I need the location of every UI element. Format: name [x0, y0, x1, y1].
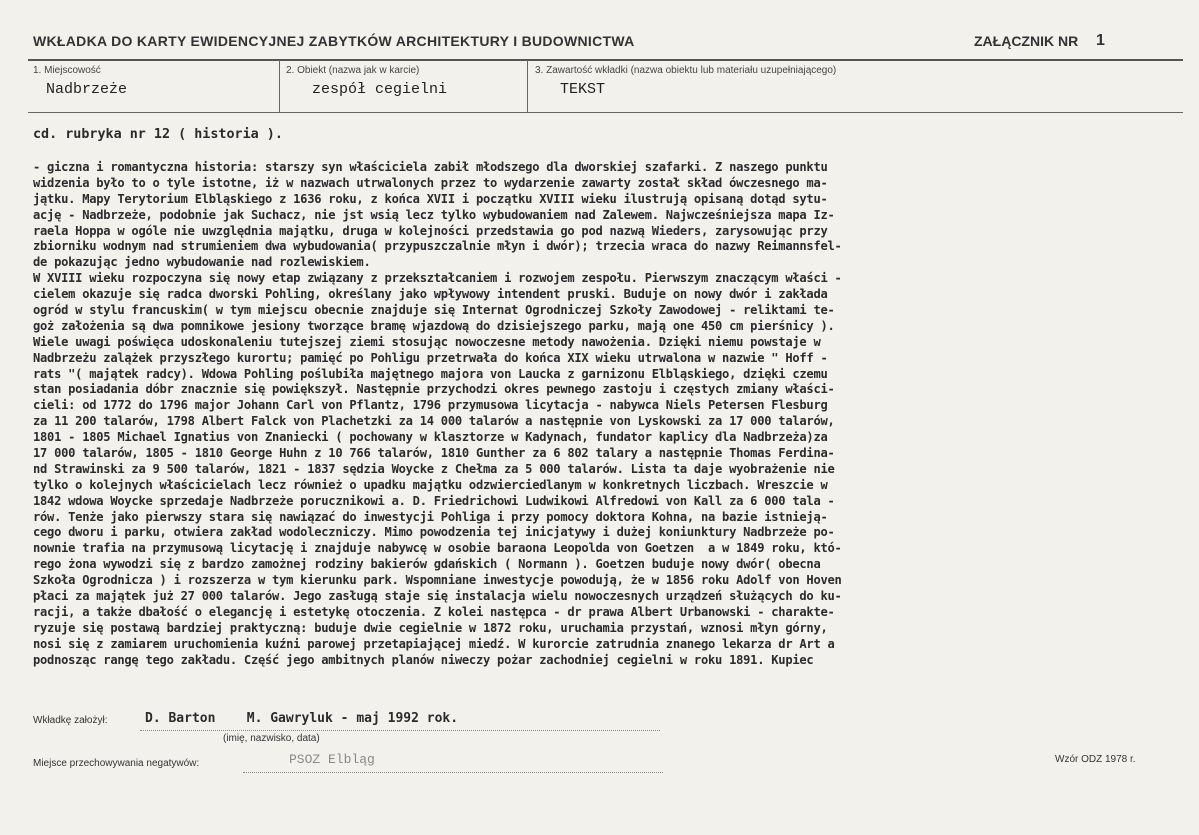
- form-model: Wzór ODZ 1978 r.: [1055, 754, 1136, 765]
- text-line: - giczna i romantyczna historia: starszy syn właściciela zabił młodszego dla dworskiej szafarki. Z naszego punktu: [33, 160, 828, 174]
- locality-label: 1. Miejscowość: [33, 65, 101, 76]
- text-line: ację - Nadbrzeże, podobnie jak Suchacz, nie jst wsią lecz tylko wybudowaniem nad Zalewem. Najwcześniejsza mapa Iz-: [33, 207, 835, 222]
- field-divider-2: [527, 60, 528, 112]
- locality-value: Nadbrzeże: [46, 81, 128, 98]
- text-line: rats "( majątek radcy). Wdowa Pohling poślubiła majętnego majora von Laucka z garnizonu Elbląskiego, dzięki czemu: [33, 366, 828, 381]
- negatives-label: Miejsce przechowywania negatywów:: [33, 758, 200, 769]
- negatives-rule: [243, 772, 663, 773]
- text-line: 1842 wdowa Woycke sprzedaje Nadbrzeże porucznikowi a. D. Friedrichowi Ludwikowi Alfredowi von Kall za 6 000 tala -: [33, 493, 835, 508]
- object-label: 2. Obiekt (nazwa jak w karcie): [286, 65, 420, 76]
- text-line: rego żona wywodzi się z bardzo zamożnej rodziny bakierów gdańskich ( Normann ). Goetzen buduje nowy dwór( obecna: [33, 557, 821, 572]
- annex-number: 1: [1096, 32, 1105, 49]
- text-line: za 11 200 talarów, 1798 Albert Falck von Plachetzki za 14 000 talarów a następnie von Lyskowski za 17 000 talarów,: [33, 414, 835, 429]
- text-line: rów. Tenże jako pierwszy stara się nawiązać do inwestycji Pohliga i przy pomocy doktora Kohna, na bazie istnieją-: [33, 509, 828, 524]
- text-line: nd Strawinski za 9 500 talarów, 1821 - 1837 sędzia Woycke z Chełma za 5 000 talarów. Lista ta daje wyobrażenie nie: [33, 461, 835, 476]
- text-line: cieli: od 1772 do 1796 major Johann Carl von Pflantz, 1796 przymusowa licytacja - nabywca Niels Petersen Flesburg: [33, 398, 828, 413]
- text-line: nosi się z zamiarem uruchomienia kuźni parowej przetapiającej miedź. W kurorcie zatrudnia znanego lekarza dr Art a: [33, 636, 835, 651]
- text-line: podnosząc rangę tego zakładu. Część jego ambitnych planów niweczy pożar zachodniej cegielni w roku 1891. Kupiec: [33, 652, 814, 667]
- text-line: 17 000 talarów, 1805 - 1810 George Huhn z 10 766 talarów, 1810 Gunther za 6 802 talary a następnie Thomas Ferdina-: [33, 446, 835, 461]
- prepared-label: Wkładkę założył:: [33, 715, 108, 726]
- text-line: tylko o kolejnych właścicielach lecz również o upadku majątku odzwierciedlanym w konkretnych liczbach. Wreszcie w: [33, 477, 828, 492]
- text-line: cego dworu i parku, otwiera zakład wodoleczniczy. Mimo powodzenia tej inicjatywy i dużej koniunktury Nadbrzeże po-: [33, 525, 835, 540]
- text-line: de pokazując jedno wybudowanie nad rozlewiskiem.: [33, 255, 371, 270]
- text-line: Wiele uwagi poświęca udoskonaleniu tutejszej ziemi stosując nowoczesne metody nawożenia. Dzięki niemu powstaje w: [33, 334, 821, 349]
- text-line: raela Hoppa w ogóle nie uwzględnia majątku, druga w kolejności przedstawia go pod nazwą Wieders, zarysowując przy: [33, 223, 828, 238]
- fields-divider: [28, 112, 1183, 113]
- text-line: ogród w stylu francuskim( w tym miejscu obecnie znajduje się Internat Ogrodniczej Szkoły Zawodowej - reliktami te-: [33, 303, 835, 318]
- text-line: zbiorniku wodnym nad strumieniem dwa wybudowania( przypuszczalnie młyn i dwór); trzecia wraca do nazwy Reimannsfel-: [33, 239, 842, 254]
- history-text: [33, 160, 1193, 669]
- text-line: nownie trafia na przymusową licytację i znajduje nabywcę w osobie baraona Leopolda von Goetzen a w 1849 roku, któ-: [33, 541, 842, 556]
- text-line: 1801 - 1805 Michael Ignatius von Znaniecki ( pochowany w klasztorze w Kadynach, fundator kaplicy dla Nadbrzeża)za: [33, 430, 828, 445]
- field-divider-1: [279, 60, 280, 112]
- text-line: racji, a także dbałość o elegancję i estetykę otoczenia. Z kolei następca - dr prawa Albert Urbanowski - charakte-: [33, 604, 835, 619]
- text-line: jątku. Mapy Terytorium Elbląskiego z 1636 roku, z końca XVII i początku XVIII wieku ilustrują opisaną dotąd sytu-: [33, 191, 828, 206]
- form-title: WKŁADKA DO KARTY EWIDENCYJNEJ ZABYTKÓW ARCHITEKTURY I BUDOWNICTWA: [33, 33, 635, 49]
- text-line: goż założenia są dwa pomnikowe jesiony tworzące bramę wjazdową do dzisiejszego parku, mają one 450 cm pierśnicy ).: [33, 318, 835, 333]
- text-line: Szkoła Ogrodnicza ) i rozszerza w tym kierunku park. Wspomniane inwestycje powodują, że w 1856 roku Adolf von Hoven: [33, 573, 842, 588]
- text-line: Nadbrzeżu zalążek przyszłego kurortu; pamięć po Pohligu przetrwała do końca XIX wieku utrwalona w nazwie " Hoff -: [33, 350, 828, 365]
- text-line: widzenia było to o tyle istotne, iż w nazwach utrwalonych przez to wydarzenie zawarty został skład ówczesnego ma-: [33, 175, 828, 190]
- content-label: 3. Zawartość wkładki (nazwa obiektu lub materiału uzupełniającego): [535, 65, 837, 76]
- prepared-hint: (imię, nazwisko, data): [223, 733, 320, 744]
- prepared-rule: [140, 730, 660, 731]
- object-value: zespół cegielni: [312, 81, 448, 98]
- text-line: stan posiadania dóbr znacznie się powiększył. Następnie przychodzi okres pewnego zastoju i częstych zmiany właści-: [33, 382, 835, 397]
- annex-label: ZAŁĄCZNIK NR: [974, 33, 1079, 49]
- content-value: TEKST: [560, 81, 606, 98]
- prepared-value: D. Barton M. Gawryluk - maj 1992 rok.: [145, 711, 459, 726]
- text-line: płaci za majątek już 27 000 talarów. Jego zasługą staje się instalacja wielu nowoczesnych urządzeń służących do ku-: [33, 589, 842, 604]
- text-line: ryzuje się postawą bardziej praktyczną: buduje dwie cegielnie w 1872 roku, uruchamia przystań, wznosi młyn górny,: [33, 620, 828, 635]
- text-line: W XVIII wieku rozpoczyna się nowy etap związany z przekształcaniem i rozwojem zespołu. Pierwszym znaczącym właści -: [33, 271, 842, 286]
- negatives-value: PSOZ Elbląg: [289, 752, 375, 767]
- text-line: cielem okazuje się radca dworski Pohling, określany jako wpływowy intendent pruski. Buduje on nowy dwór i zakłada: [33, 287, 828, 302]
- continuation-heading: cd. rubryka nr 12 ( historia ).: [33, 127, 283, 142]
- header-divider: [28, 59, 1183, 61]
